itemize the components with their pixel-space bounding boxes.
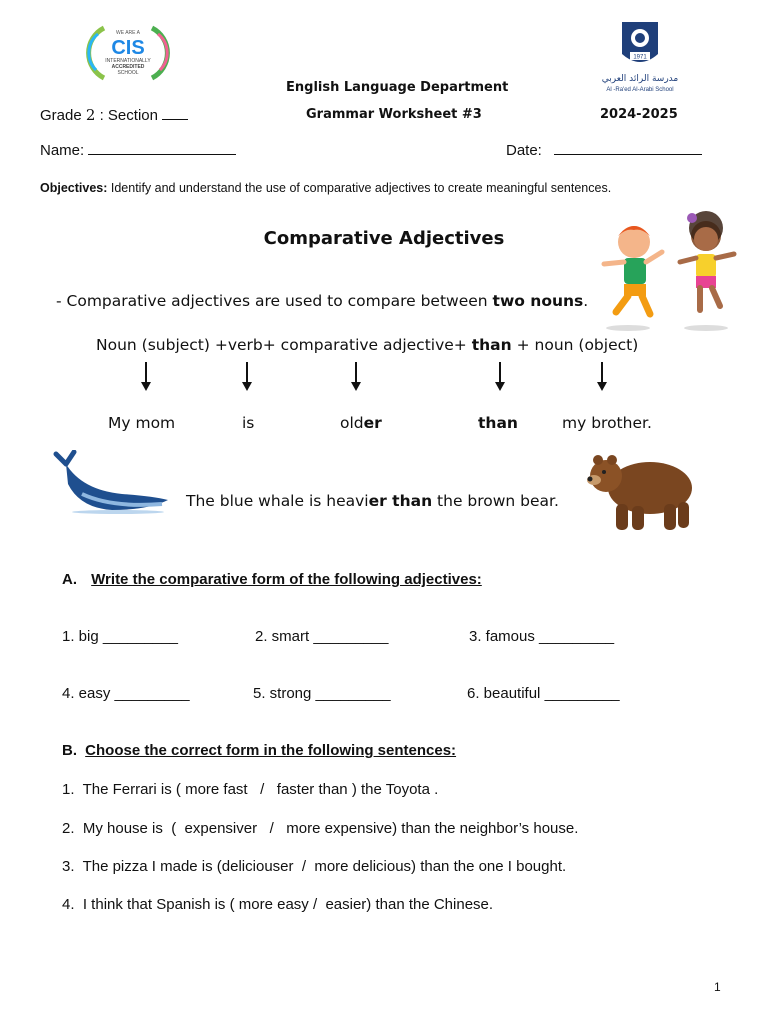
example-object: my brother. bbox=[562, 414, 652, 432]
section-label: : Section bbox=[99, 107, 158, 124]
adjective-item-label: 5. strong bbox=[253, 685, 312, 702]
formula-line bbox=[96, 336, 638, 354]
school-year: 2024-2025 bbox=[600, 107, 678, 122]
date-label: Date: bbox=[506, 142, 542, 159]
adjective-item bbox=[255, 628, 388, 645]
cis-line4: SCHOOL bbox=[117, 70, 139, 76]
whale-sentence bbox=[186, 492, 559, 510]
formula-bold: than bbox=[471, 336, 512, 354]
choice-sentence: 2. My house is ( expensiver / more expensive) than the neighbor’s house. bbox=[62, 820, 579, 837]
adjective-item-label: 6. beautiful bbox=[467, 685, 541, 702]
down-arrow-icon bbox=[350, 362, 362, 392]
school-logo bbox=[598, 18, 682, 98]
adjective-item-label: 3. famous bbox=[469, 628, 535, 645]
whale-sentence-bold: er than bbox=[368, 492, 433, 510]
example-adjective-root: old bbox=[340, 414, 364, 432]
formula-post: + noun (object) bbox=[511, 336, 639, 354]
school-english-name: Al -Ra'ed Al-Arabi School bbox=[606, 87, 674, 93]
choice-sentence: 1. The Ferrari is ( more fast / faster than ) the Toyota . bbox=[62, 781, 439, 798]
kids-jumping-illustration bbox=[596, 206, 740, 334]
section-b-title: Choose the correct form in the following sentences: bbox=[85, 742, 457, 759]
cis-mark: CIS bbox=[111, 37, 145, 59]
section-a-letter: A. bbox=[62, 571, 77, 588]
section-a-title: Write the comparative form of the following adjectives: bbox=[91, 571, 482, 588]
adjective-item bbox=[62, 685, 190, 702]
brown-bear-illustration bbox=[586, 448, 698, 534]
school-arabic-name: مدرسة الرائد العربي bbox=[601, 74, 679, 84]
definition-post: . bbox=[583, 292, 589, 310]
name-line bbox=[40, 140, 236, 159]
section-blank[interactable] bbox=[162, 105, 188, 120]
name-blank[interactable] bbox=[88, 140, 236, 155]
definition-pre: - Comparative adjectives are used to compare between bbox=[56, 292, 493, 310]
whale-icon bbox=[52, 450, 172, 514]
adjective-item bbox=[467, 685, 620, 702]
school-crest-icon bbox=[598, 18, 682, 98]
answer-blank[interactable]: _________ bbox=[313, 628, 389, 645]
cis-logo-icon bbox=[74, 22, 182, 84]
example-adjective bbox=[340, 414, 382, 432]
cis-accreditation-logo bbox=[74, 22, 182, 84]
date-blank[interactable] bbox=[554, 140, 702, 155]
choice-sentence: 3. The pizza I made is (deliciouser / more delicious) than the one I bought. bbox=[62, 858, 567, 875]
cis-line2: INTERNATIONALLY bbox=[105, 58, 151, 64]
whale-sentence-post: the brown bear. bbox=[432, 492, 559, 510]
answer-blank[interactable]: _________ bbox=[114, 685, 190, 702]
answer-blank[interactable]: _________ bbox=[539, 628, 615, 645]
example-adjective-suffix: er bbox=[363, 414, 382, 432]
name-label: Name: bbox=[40, 142, 85, 159]
cis-line3: ACCREDITED bbox=[111, 64, 145, 70]
down-arrow-icon bbox=[140, 362, 152, 392]
answer-blank[interactable]: _________ bbox=[544, 685, 620, 702]
down-arrow-icon bbox=[494, 362, 506, 392]
answer-blank[interactable]: _________ bbox=[102, 628, 178, 645]
choice-sentence: 4. I think that Spanish is ( more easy / easier) than the Chinese. bbox=[62, 896, 494, 913]
crest-year: 1971 bbox=[633, 54, 647, 61]
adjective-item-label: 2. smart bbox=[255, 628, 310, 645]
down-arrow-icon bbox=[596, 362, 608, 392]
date-line bbox=[506, 140, 702, 159]
example-subject: My mom bbox=[108, 414, 176, 432]
worksheet-title: Grammar Worksheet #3 bbox=[306, 107, 482, 122]
whale-sentence-pre: The blue whale is heavi bbox=[186, 492, 369, 510]
department-title: English Language Department bbox=[286, 80, 509, 95]
adjective-item bbox=[469, 628, 614, 645]
objectives-label: Objectives: bbox=[40, 181, 108, 195]
definition-line bbox=[56, 292, 588, 310]
children-icon bbox=[596, 206, 740, 334]
answer-blank[interactable]: _________ bbox=[315, 685, 391, 702]
cis-line1: WE ARE A bbox=[116, 30, 140, 36]
section-b-letter: B. bbox=[62, 742, 77, 759]
section-b-heading bbox=[62, 742, 456, 759]
example-verb: is bbox=[242, 414, 255, 432]
adjective-item bbox=[62, 628, 178, 645]
grade-label: Grade bbox=[40, 107, 82, 124]
lesson-title: Comparative Adjectives bbox=[263, 228, 505, 249]
page-number: 1 bbox=[714, 980, 721, 994]
bear-icon bbox=[586, 448, 698, 534]
objectives-text: Identify and understand the use of comparative adjectives to create meaningful sentences. bbox=[110, 181, 612, 195]
adjective-item-label: 1. big bbox=[62, 628, 99, 645]
section-a-heading bbox=[62, 571, 482, 588]
down-arrow-icon bbox=[241, 362, 253, 392]
adjective-item bbox=[253, 685, 391, 702]
adjective-item-label: 4. easy bbox=[62, 685, 111, 702]
objectives bbox=[40, 181, 740, 195]
grade-value: 2 bbox=[85, 106, 96, 124]
example-than: than bbox=[478, 414, 518, 432]
definition-bold: two nouns bbox=[492, 292, 584, 310]
blue-whale-illustration bbox=[52, 450, 172, 514]
grade-section-line bbox=[40, 105, 188, 124]
formula-pre: Noun (subject) +verb+ comparative adjective+ bbox=[96, 336, 472, 354]
